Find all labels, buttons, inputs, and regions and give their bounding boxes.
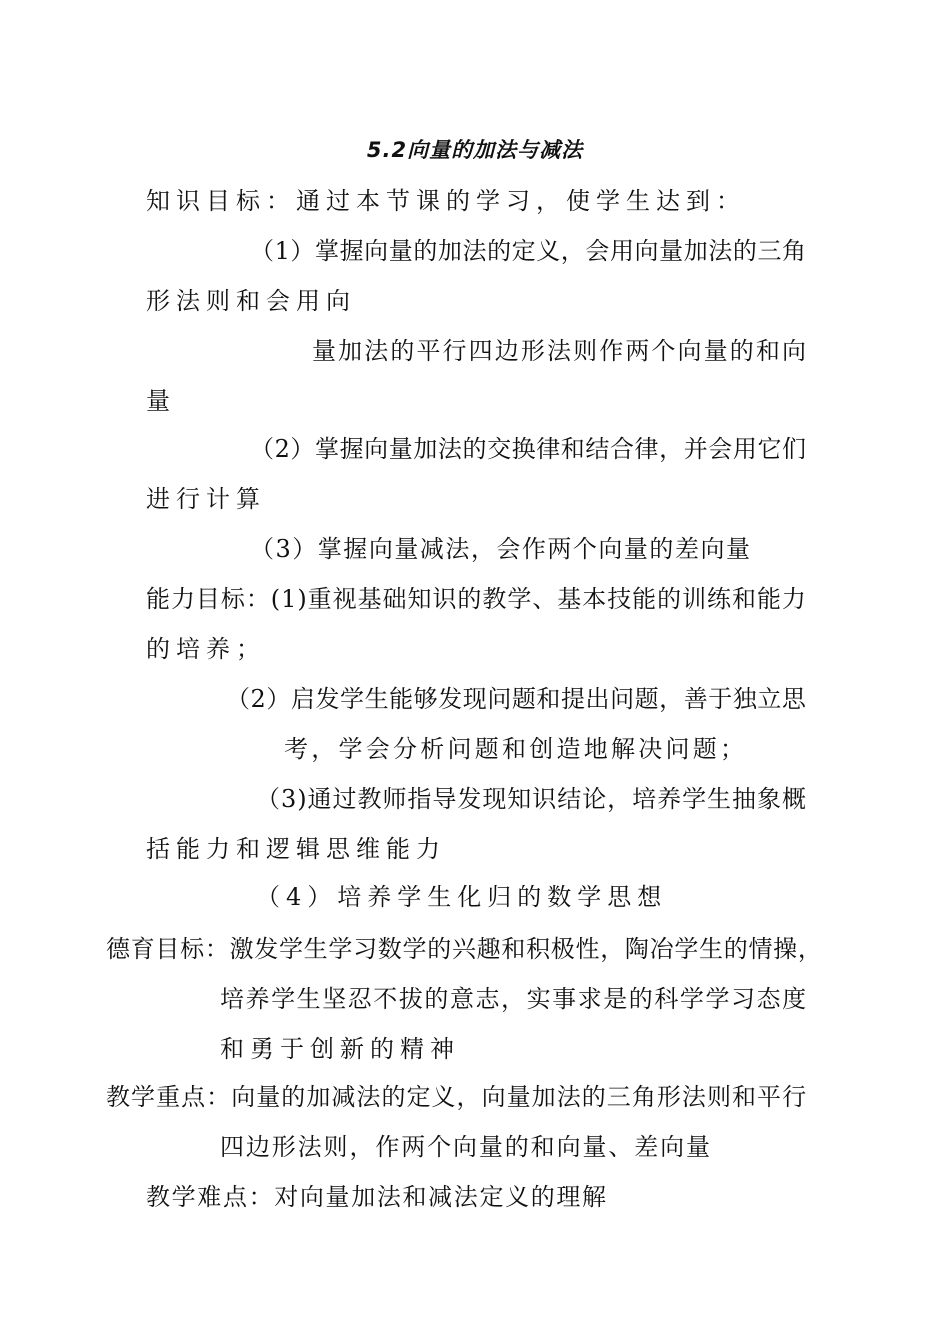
knowledge-item-2-line-2: 进行计算 bbox=[146, 485, 266, 513]
ability-objective-line-2: 的培养； bbox=[146, 635, 266, 663]
teaching-focus-line-1: 教学重点：向量的加减法的定义，向量加法的三角形法则和平行 bbox=[106, 1083, 808, 1111]
ability-item-3-line-2: 括能力和逻辑思维能力 bbox=[146, 835, 446, 863]
moral-objective-line-3: 和勇于创新的精神 bbox=[220, 1035, 460, 1063]
knowledge-item-2-line-1: （2）掌握向量加法的交换律和结合律，并会用它们 bbox=[250, 435, 807, 463]
knowledge-item-3: （3）掌握向量减法，会作两个向量的差向量 bbox=[250, 535, 752, 563]
ability-item-4: （4）培养学生化归的数学思想 bbox=[256, 883, 668, 911]
teaching-difficulty: 教学难点：对向量加法和减法定义的理解 bbox=[146, 1183, 608, 1211]
knowledge-objective-heading: 知识目标：通过本节课的学习，使学生达到： bbox=[146, 187, 746, 215]
document-title: 5.2向量的加法与减法 bbox=[366, 138, 584, 162]
ability-objective-line-1: 能力目标：(1)重视基础知识的教学、基本技能的训练和能力 bbox=[146, 585, 807, 613]
ability-item-2-line-2: 考，学会分析问题和创造地解决问题； bbox=[284, 735, 748, 763]
moral-objective-line-1: 德育目标：激发学生学习数学的兴趣和积极性，陶冶学生的情操， bbox=[106, 935, 823, 963]
knowledge-item-1-line-2: 形法则和会用向 bbox=[146, 287, 356, 315]
moral-objective-line-2: 培养学生坚忍不拔的意志，实事求是的科学学习态度 bbox=[220, 985, 808, 1013]
knowledge-item-1-line-3: 量加法的平行四边形法则作两个向量的和向 bbox=[312, 337, 809, 365]
teaching-focus-line-2: 四边形法则，作两个向量的和向量、差向量 bbox=[220, 1133, 712, 1161]
knowledge-item-1-line-4: 量 bbox=[146, 387, 176, 415]
ability-item-3-line-1: （3)通过教师指导发现知识结论，培养学生抽象概 bbox=[256, 785, 807, 813]
knowledge-item-1-line-1: （1）掌握向量的加法的定义，会用向量加法的三角 bbox=[250, 237, 807, 265]
ability-item-2-line-1: （2）启发学生能够发现问题和提出问题，善于独立思 bbox=[226, 685, 807, 713]
